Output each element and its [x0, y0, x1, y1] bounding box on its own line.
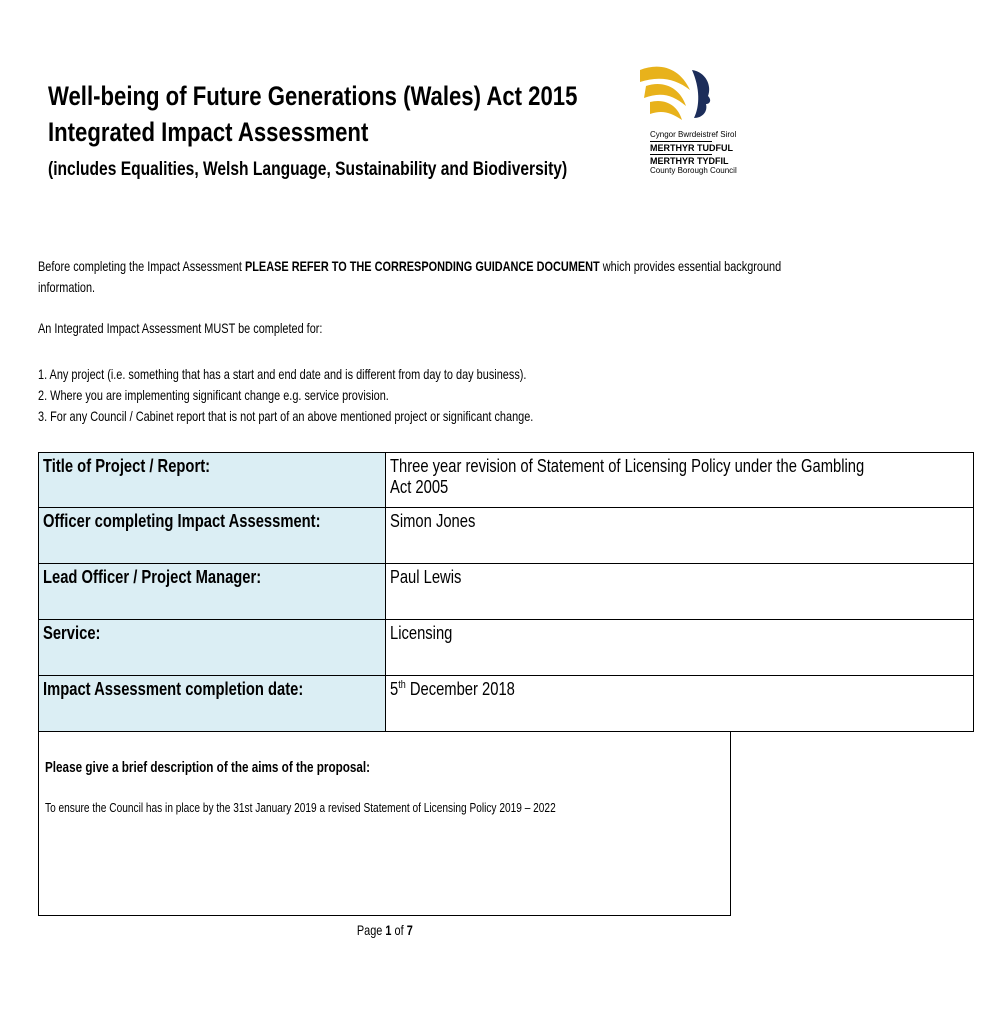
- logo-line-merthyr-tydfil: MERTHYR TYDFIL: [650, 156, 729, 166]
- intro-paragraph: [38, 256, 782, 298]
- row-value: Paul Lewis: [386, 564, 973, 620]
- list-item: 2. Where you are implementing significant change e.g. service provision.: [38, 387, 389, 403]
- logo-divider: [650, 154, 712, 155]
- must-complete-text: An Integrated Impact Assessment MUST be completed for:: [38, 320, 323, 336]
- aims-answer: To ensure the Council has in place by the 31st January 2019 a revised Statement of Licensing Policy 2019 – 2022: [45, 800, 556, 815]
- row-value: 5th December 2018: [386, 676, 973, 732]
- row-label: Service:: [39, 620, 386, 676]
- row-label: Impact Assessment completion date:: [39, 676, 386, 732]
- row-value: Three year revision of Statement of Licensing Policy under the Gambling Act 2005: [386, 453, 973, 508]
- document-title-block: [48, 78, 694, 186]
- aims-question: Please give a brief description of the aims of the proposal:: [45, 759, 371, 776]
- table-row: [39, 676, 974, 732]
- row-label: Officer completing Impact Assessment:: [39, 508, 386, 564]
- council-logo-text: [650, 130, 737, 176]
- subtitle: (includes Equalities, Welsh Language, Sustainability and Biodiversity): [48, 159, 568, 180]
- row-label: Title of Project / Report:: [39, 453, 386, 508]
- title-line-1: Well-being of Future Generations (Wales) Act 2015: [48, 81, 578, 111]
- criteria-list: [38, 364, 673, 427]
- logo-line-merthyr-tudful: MERTHYR TUDFUL: [650, 143, 733, 153]
- logo-divider: [650, 141, 712, 142]
- intro-before: Before completing the Impact Assessment: [38, 258, 245, 274]
- intro-emphasis: PLEASE REFER TO THE CORRESPONDING GUIDANCE DOCUMENT: [244, 258, 600, 274]
- table-row: [39, 620, 974, 676]
- logo-line-welsh-council: Cyngor Bwrdeistref Sirol: [650, 130, 737, 139]
- row-value: Licensing: [386, 620, 973, 676]
- row-label: Lead Officer / Project Manager:: [39, 564, 386, 620]
- list-item: 3. For any Council / Cabinet report that is not part of an above mentioned project or significant change.: [38, 408, 534, 424]
- logo-line-county-council: County Borough Council: [650, 166, 737, 175]
- intro-line-2: information.: [38, 279, 96, 295]
- page-footer: Page 1 of 7: [357, 922, 413, 938]
- row-value: Simon Jones: [386, 508, 973, 564]
- project-info-table: [38, 452, 974, 732]
- intro-after: which provides essential background: [599, 258, 782, 274]
- list-item: 1. Any project (i.e. something that has a start and end date and is different from day to day business).: [38, 366, 527, 382]
- aims-section: [38, 731, 731, 916]
- table-row: [39, 564, 974, 620]
- table-row: [39, 508, 974, 564]
- table-row: [39, 453, 974, 508]
- title-line-2: Integrated Impact Assessment: [48, 117, 369, 147]
